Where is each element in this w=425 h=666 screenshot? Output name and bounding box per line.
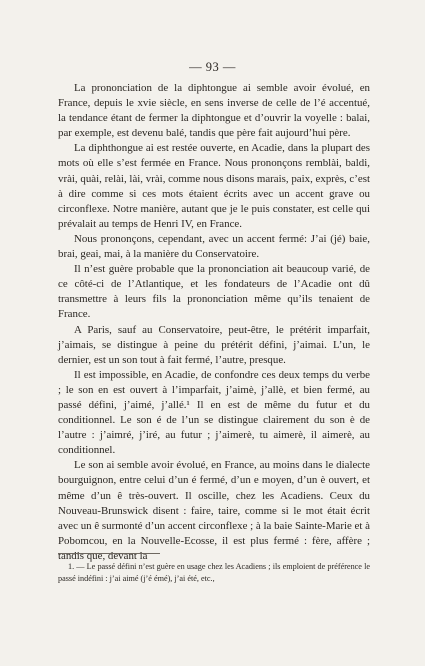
paragraph: La diphthongue ai est restée ouverte, en Acadie, dans la plupart des mots où elle s’est fermée en France. Nous prononçons remblài, baldi, vrài, quài, relài, lài, vrài, comme nous disons marais, paix, exprès, c’est à dire comme si ces mots étaient écrits avec un accent grave ou circonflexe. Notre manière, autant que je le puis constater, est celle qui prévalait au temps de Henri IV, en France. xyxy=(58,142,370,230)
paragraph: Nous prononçons, cependant, avec un accent fermé: J’ai (jé) baie, brai, geai, mai, à la manière du Conservatoire. xyxy=(58,232,370,261)
page-number: — 93 — xyxy=(189,60,236,74)
paragraph: A Paris, sauf au Conservatoire, peut-être, le prétérit imparfait, j’aimais, se distingue à peine du prétérit défini, j’aimai. L’un, le dernier, est un son tout à fait fermé, l’autre, presque. xyxy=(58,323,370,366)
body-text xyxy=(58,81,370,564)
paragraph: Il est impossible, en Acadie, de confondre ces deux temps du verbe ; le son en est ouvert à l’imparfait, j’aimè, j’allè, et bien fermé, au passé défini, j’aimé, j’allé.¹ Il en est de même du futur et du conditionnel. Le son é de l’un se distingue clairement du son è de l’autre : j’aimré, j’iré, au futur ; j’aimerè, tu aimerè, il aimerè, au conditionnel. xyxy=(58,368,370,457)
paragraph: La prononciation de la diphtongue ai semble avoir évolué, en France, depuis le xvie siècle, en sens inverse de celle de l’é accentué, la tendance étant de fermer la diphtongue et d’ouvrir la voyelle : balai, par exemple, est devenu balé, tandis que père fait aujourd’hui père. xyxy=(58,82,370,140)
paragraph: Il n’est guère probable que la prononciation ait beaucoup varié, de ce côté-ci de l’Atlantique, et les fondateurs de l’Acadie ont dû transmettre à leurs fils la prononciation même qu’ils tenaient de France. xyxy=(58,263,370,321)
paragraph: Le son ai semble avoir évolué, en France, au moins dans le dialecte bourguignon, entre celui d’un é fermé, d’un e moyen, d’un è ouvert, et même d’un ê très-ouvert. Il oscille, chez les Acadiens. Ceux du Nouveau-Brunswick disent : faire, taire, comme si le mot était écrit avec un ê surmonté d’un accent circonflexe ; à la baie Sainte-Marie et à Pobomcou, en la Nouvelle-Ecosse, il est plus fermé : fère, affère ; tandis que, devant la xyxy=(58,459,370,562)
footnote-rule xyxy=(58,553,160,554)
footnote: 1. — Le passé défini n’est guère en usage chez les Acadiens ; ils emploient de préférence le passé indéfini : j’ai aimé (j’é émé), j’ai été, etc., xyxy=(58,562,370,583)
